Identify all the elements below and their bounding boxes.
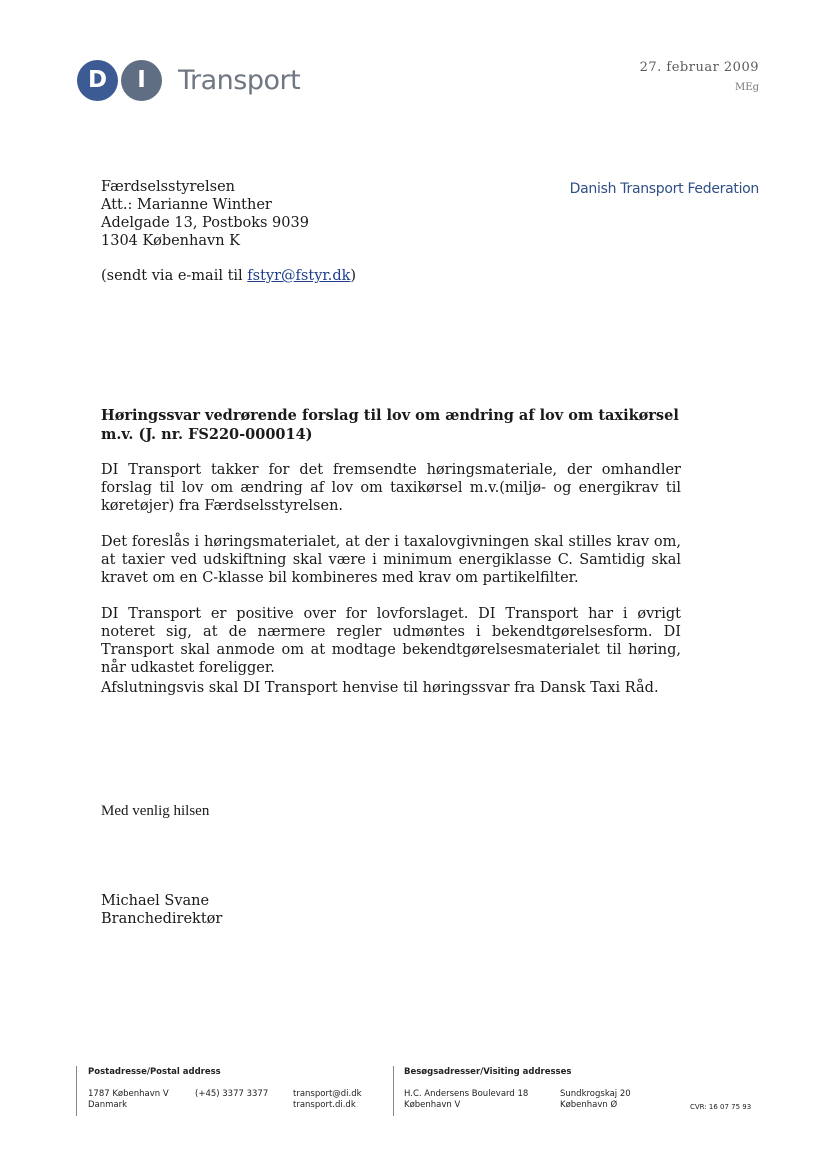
recipient-line: 1304 København K bbox=[101, 233, 240, 249]
visiting-heading: Besøgsadresser/Visiting addresses bbox=[404, 1067, 572, 1077]
footer-phone: (+45) 3377 3377 bbox=[195, 1089, 269, 1099]
recipient-line: Att.: Marianne Winther bbox=[101, 197, 272, 213]
postal-heading: Postadresse/Postal address bbox=[88, 1067, 221, 1077]
federation-name: Danish Transport Federation bbox=[569, 181, 759, 197]
visiting-address-2 bbox=[560, 1089, 631, 1111]
sent-via-note bbox=[101, 268, 356, 284]
cvr-number: CVR: 16 07 75 93 bbox=[690, 1103, 752, 1111]
postal-country: Danmark bbox=[88, 1100, 128, 1110]
letter-subject: Høringssvar vedrørende forslag til lov om ændring af lov om taxikørsel m.v. (J. nr. FS220-000014) bbox=[101, 407, 679, 443]
recipient-line: Færdselsstyrelsen bbox=[101, 179, 235, 195]
recipient-email-link[interactable]: fstyr@fstyr.dk bbox=[247, 268, 351, 284]
letter-date: 27. februar 2009 bbox=[639, 60, 759, 75]
recipient-line: Adelgade 13, Postboks 9039 bbox=[101, 215, 309, 231]
visit1-city: København V bbox=[404, 1100, 461, 1110]
recipient-address bbox=[101, 178, 309, 250]
visit2-city: København Ø bbox=[560, 1100, 618, 1110]
body-paragraph: Det foreslås i høringsmaterialet, at der i taxalovgivningen skal stilles krav om, at taxier ved udskiftning skal være i minimum energiklasse C. Samtidig skal kravet om en C-klasse bil kombineres med krav om partikelfilter. bbox=[101, 534, 681, 586]
postal-city: 1787 København V bbox=[88, 1089, 169, 1099]
logo-d-circle: D bbox=[77, 60, 118, 101]
signer-name: Michael Svane bbox=[101, 893, 210, 909]
author-initials: MEg bbox=[735, 82, 759, 93]
visit1-street: H.C. Andersens Boulevard 18 bbox=[404, 1089, 529, 1099]
visiting-address-1 bbox=[404, 1089, 528, 1111]
body-paragraph: Afslutningsvis skal DI Transport henvise til høringssvar fra Dansk Taxi Råd. bbox=[101, 680, 659, 696]
footer-email-link[interactable]: transport@di.dk bbox=[293, 1089, 362, 1099]
body-paragraph: DI Transport takker for det fremsendte høringsmateriale, der omhandler forslag til lov om ændring af lov om taxikørsel m.v.(miljø- og energikrav til køretøjer) fra Færdselsstyrelsen. bbox=[101, 462, 681, 514]
footer-contacts bbox=[293, 1089, 362, 1111]
logo-text: Transport bbox=[178, 64, 301, 96]
footer-divider bbox=[76, 1066, 77, 1116]
footer-divider bbox=[393, 1066, 394, 1116]
closing-salutation: Med venlig hilsen bbox=[101, 803, 210, 819]
visit2-street: Sundkrogskaj 20 bbox=[560, 1089, 631, 1099]
sent-via-prefix: (sendt via e-mail til bbox=[101, 268, 248, 284]
signer-title: Branchedirektør bbox=[101, 911, 223, 927]
sent-via-suffix: ) bbox=[350, 268, 357, 284]
signature-block bbox=[101, 892, 222, 928]
di-transport-logo bbox=[77, 58, 300, 102]
body-paragraph: DI Transport er positive over for lovforslaget. DI Transport har i øvrigt noteret sig, at de nærmere regler udmøntes i bekendtgørelsesform. DI Transport skal anmode om at modtage bekendtgørelsesmaterialet til høring, når udkastet foreligger. bbox=[101, 606, 681, 676]
logo-i-circle: I bbox=[121, 60, 162, 101]
footer-web-link[interactable]: transport.di.dk bbox=[293, 1100, 356, 1110]
postal-address bbox=[88, 1089, 169, 1111]
letter-footer bbox=[0, 1062, 826, 1122]
